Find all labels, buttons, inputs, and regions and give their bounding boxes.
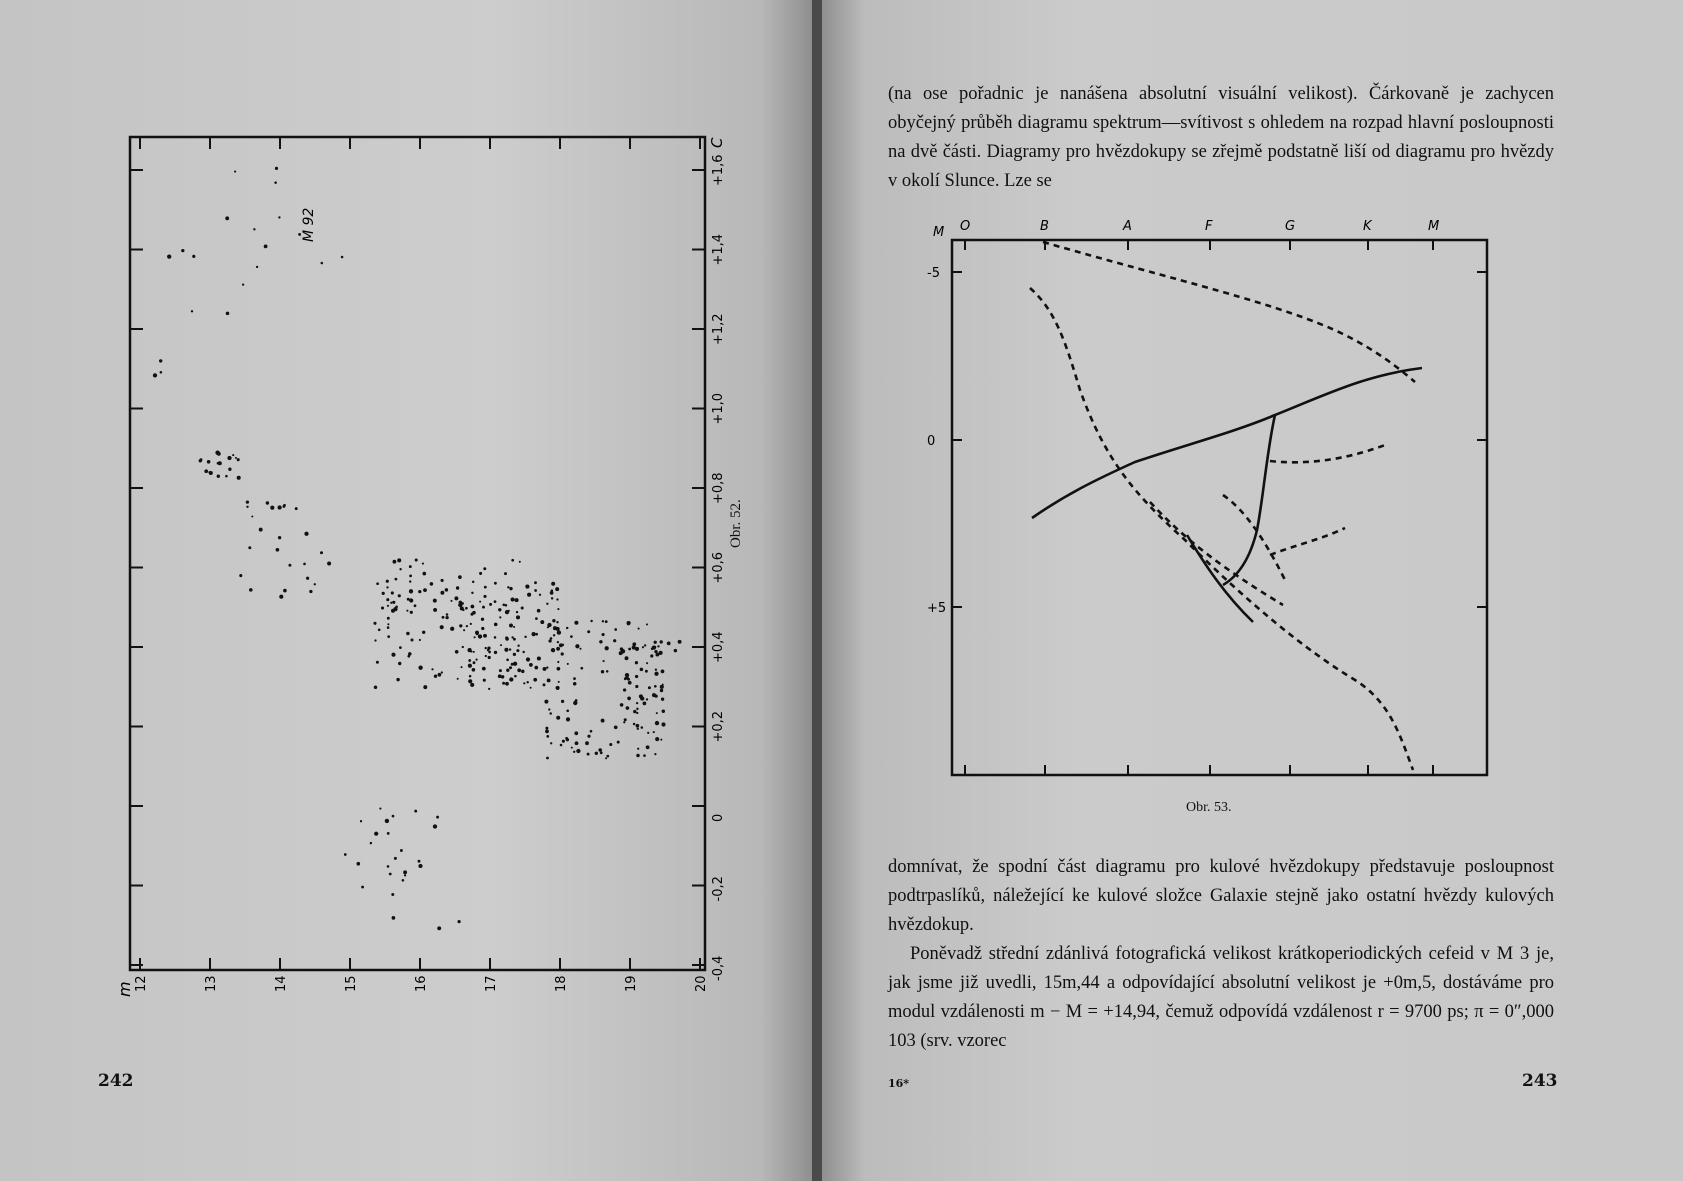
dashed-branch-1 — [1270, 445, 1385, 462]
y-tick-label: 18 — [554, 975, 569, 992]
dashed-upper-giant-line — [1043, 242, 1415, 382]
signature-mark: 16* — [888, 1077, 910, 1090]
solid-curves — [1032, 368, 1422, 622]
solid-giant-branch — [1032, 368, 1422, 518]
x-tick-label: -0,2 — [711, 876, 726, 902]
solid-red-giant — [1223, 415, 1275, 585]
x-tick-label: +0,2 — [711, 710, 726, 743]
paragraph-top — [888, 80, 1554, 196]
spectral-class-label: A — [1123, 219, 1132, 234]
magnitude-tick-label: 0 — [927, 434, 936, 449]
y-tick-label: 17 — [484, 975, 499, 992]
y-tick-label: 12 — [134, 975, 149, 992]
y-tick-label: 14 — [274, 975, 289, 992]
y-tick-label: 13 — [204, 975, 219, 992]
magnitude-tick-label: +5 — [927, 601, 947, 616]
x-tick-label: +0,4 — [711, 631, 726, 663]
x-tick-label: 0 — [711, 813, 726, 822]
spectral-class-label: M — [1428, 219, 1440, 234]
dashed-curves — [1030, 242, 1415, 770]
spectral-class-label: G — [1285, 219, 1296, 234]
figure-53-caption: Obr. 53. — [1186, 800, 1232, 815]
solid-subgiant — [1187, 535, 1253, 622]
spectral-class-label: O — [960, 219, 971, 234]
magnitude-tick-label: -5 — [927, 266, 940, 281]
x-tick-label: +1,4 — [711, 233, 726, 266]
page-number-left: 242 — [98, 1071, 134, 1091]
page-number-right: 243 — [1522, 1071, 1558, 1091]
dashed-main-sequence — [1030, 288, 1413, 770]
figure-53-hr-diagram — [925, 210, 1525, 800]
left-page — [0, 0, 818, 1181]
figure-52-color-magnitude-diagram — [0, 0, 818, 1181]
y-axis-title: m — [115, 981, 134, 997]
y-tick-label: 15 — [344, 975, 359, 992]
paragraph-bottom — [888, 853, 1554, 1056]
x-tick-label: +0,6 — [711, 551, 726, 584]
x-tick-label: +0,8 — [711, 472, 726, 504]
y-tick-label: 20 — [694, 975, 709, 992]
x-tick-label: +1,2 — [711, 313, 726, 345]
x-axis-title: C — [708, 137, 726, 148]
x-tick-label: +1,0 — [711, 392, 726, 425]
text-top: (na ose pořadnic je nanášena absolutní visuální velikost). Čárkovaně je zachycen obyčejný průběh diagramu spektrum—svítivost s ohledem na rozpad hlavní posloupnosti na dvě části. Diagramy pro hvězdokupy se zřejmě podstatně liší od diagramu pro hvězdy v okolí Slunce. Lze se — [888, 84, 1554, 191]
y-axis-title-M: M — [933, 225, 945, 240]
dashed-lower-branch — [1150, 502, 1283, 605]
figure-label-m92: M 92 — [301, 207, 317, 242]
dashed-branch-3 — [1270, 528, 1345, 555]
y-tick-label: 16 — [414, 975, 429, 992]
y-tick-label: 19 — [624, 975, 639, 992]
x-tick-label: -0,4 — [711, 955, 726, 981]
spectral-class-label: F — [1205, 219, 1213, 234]
spectral-class-label: K — [1363, 219, 1372, 234]
spectral-class-label: B — [1040, 219, 1049, 234]
text-bottom-1: domnívat, že spodní část diagramu pro kulové hvězdokupy představuje posloupnost podtrpaslíků, náležející ke kulové složce Galaxie stejně jako ostatní hvězdy kulových hvězdokup. — [888, 857, 1554, 935]
figure-52-caption: Obr. 52. — [728, 499, 744, 548]
x-tick-label: +1,6 — [711, 154, 726, 186]
text-bottom-2: Poněvadž střední zdánlivá fotografická velikost krátkoperiodických cefeid v M 3 je, jak jsme již uvedli, 15m,44 a odpovídající absolutní velikost je +0m,5, dostáváme pro modul vzdálenosti m − M = +14,94, čemuž odpovídá vzdálenost r = 9700 ps; π = 0″,000 103 (srv. vzorec — [888, 944, 1554, 1051]
